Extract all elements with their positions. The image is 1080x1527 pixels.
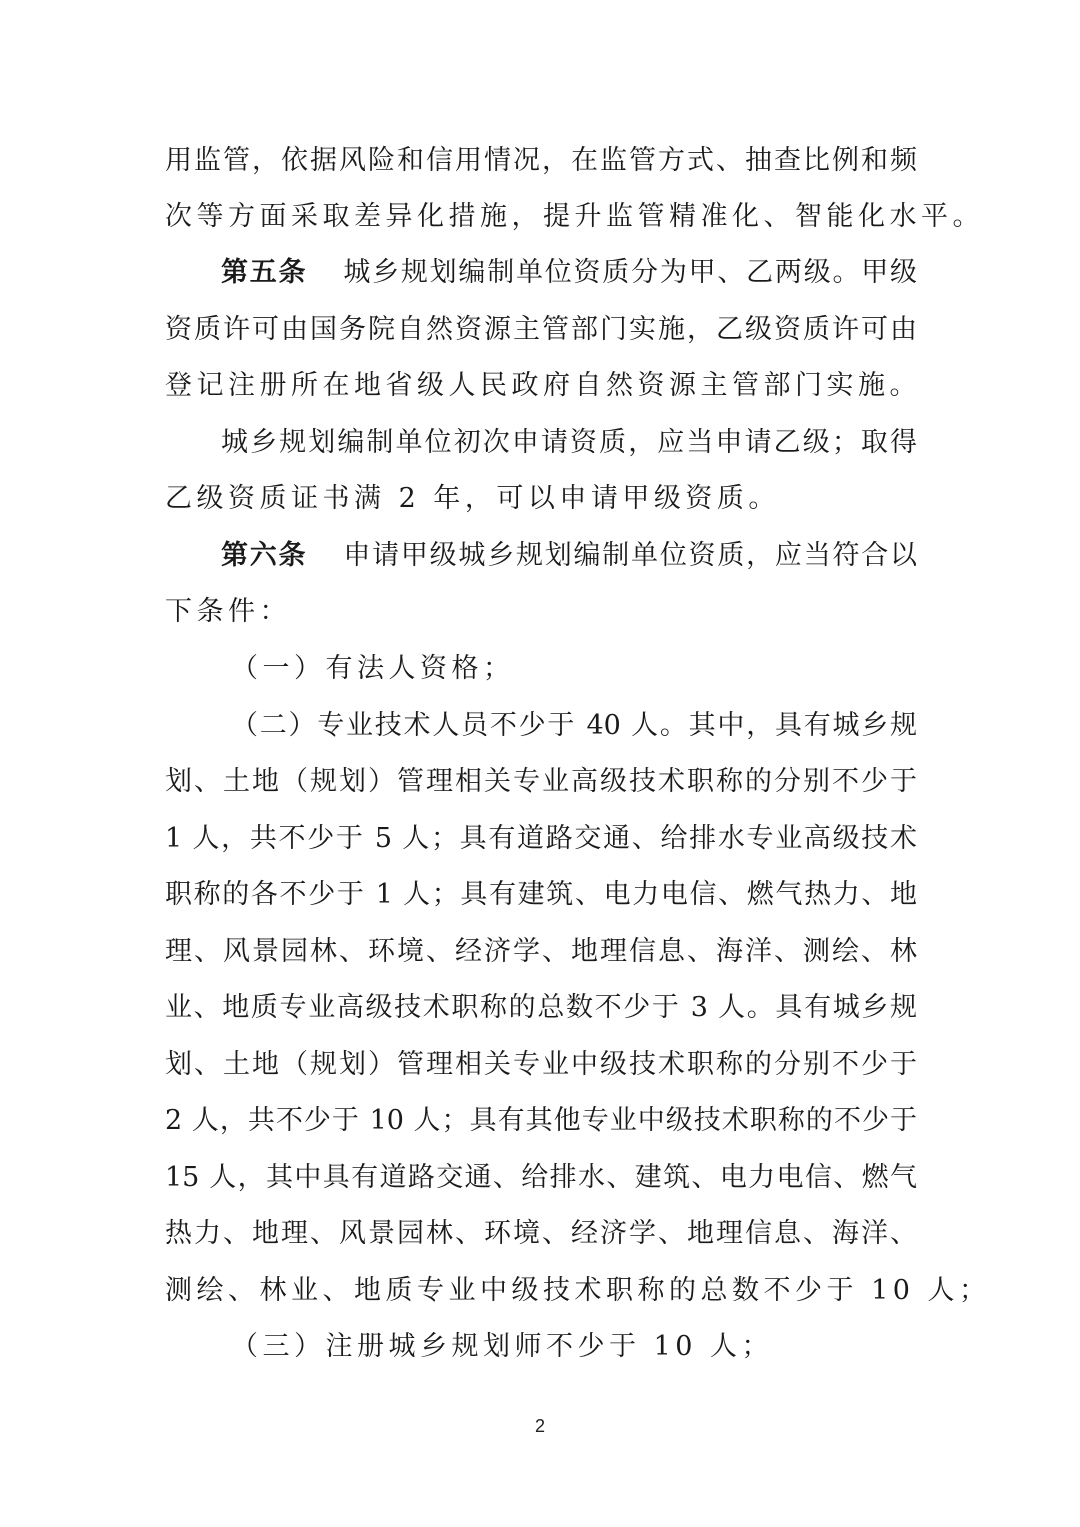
- article-heading: 第六条: [221, 540, 308, 571]
- paragraph-line: 划、土地（规划）管理相关专业中级技术职称的分别不少于: [165, 1049, 917, 1080]
- paragraph-line: 理、风景园林、环境、经济学、地理信息、海洋、测绘、林: [165, 936, 917, 967]
- paragraph-line: 1 人，共不少于 5 人；具有道路交通、给排水专业高级技术: [165, 823, 917, 854]
- paragraph-line: 次等方面采取差异化措施，提升监管精准化、智能化水平。: [165, 201, 984, 232]
- paragraph-line: 用监管，依据风险和信用情况，在监管方式、抽查比例和频: [165, 145, 917, 176]
- list-item: （一）有法人资格；: [231, 653, 515, 684]
- article-5-first-line: [221, 248, 917, 298]
- list-item: （二）专业技术人员不少于 40 人。其中，具有城乡规: [231, 710, 917, 741]
- list-item: （三）注册城乡规划师不少于 10 人；: [231, 1331, 774, 1362]
- paragraph-line: 测绘、林业、地质专业中级技术职称的总数不少于 10 人；: [165, 1275, 991, 1306]
- page-number: 2: [534, 1416, 545, 1436]
- paragraph-line: 热力、地理、风景园林、环境、经济学、地理信息、海洋、: [165, 1218, 917, 1249]
- paragraph-line: 15 人，其中具有道路交通、给排水、建筑、电力电信、燃气: [165, 1162, 917, 1193]
- paragraph-line: 资质许可由国务院自然资源主管部门实施，乙级资质许可由: [165, 314, 917, 345]
- paragraph-line: 职称的各不少于 1 人；具有建筑、电力电信、燃气热力、地: [165, 879, 917, 910]
- paragraph-line: 登记注册所在地省级人民政府自然资源主管部门实施。: [165, 370, 921, 401]
- paragraph-line: 划、土地（规划）管理相关专业高级技术职称的分别不少于: [165, 766, 917, 797]
- paragraph-line: 下条件：: [165, 596, 291, 627]
- paragraph-line: 城乡规划编制单位初次申请资质，应当申请乙级；取得: [221, 427, 917, 458]
- article-heading: 第五条: [221, 257, 308, 288]
- article-6-first-line: [221, 531, 917, 581]
- paragraph-line: 乙级资质证书满 2 年，可以申请甲级资质。: [165, 483, 780, 514]
- paragraph-text: 城乡规划编制单位资质分为甲、乙两级。甲级: [343, 257, 918, 288]
- paragraph-text: 申请甲级城乡规划编制单位资质，应当符合以: [343, 540, 918, 571]
- paragraph-line: 2 人，共不少于 10 人；具有其他专业中级技术职称的不少于: [165, 1105, 917, 1136]
- paragraph-line: 业、地质专业高级技术职称的总数不少于 3 人。具有城乡规: [165, 992, 917, 1023]
